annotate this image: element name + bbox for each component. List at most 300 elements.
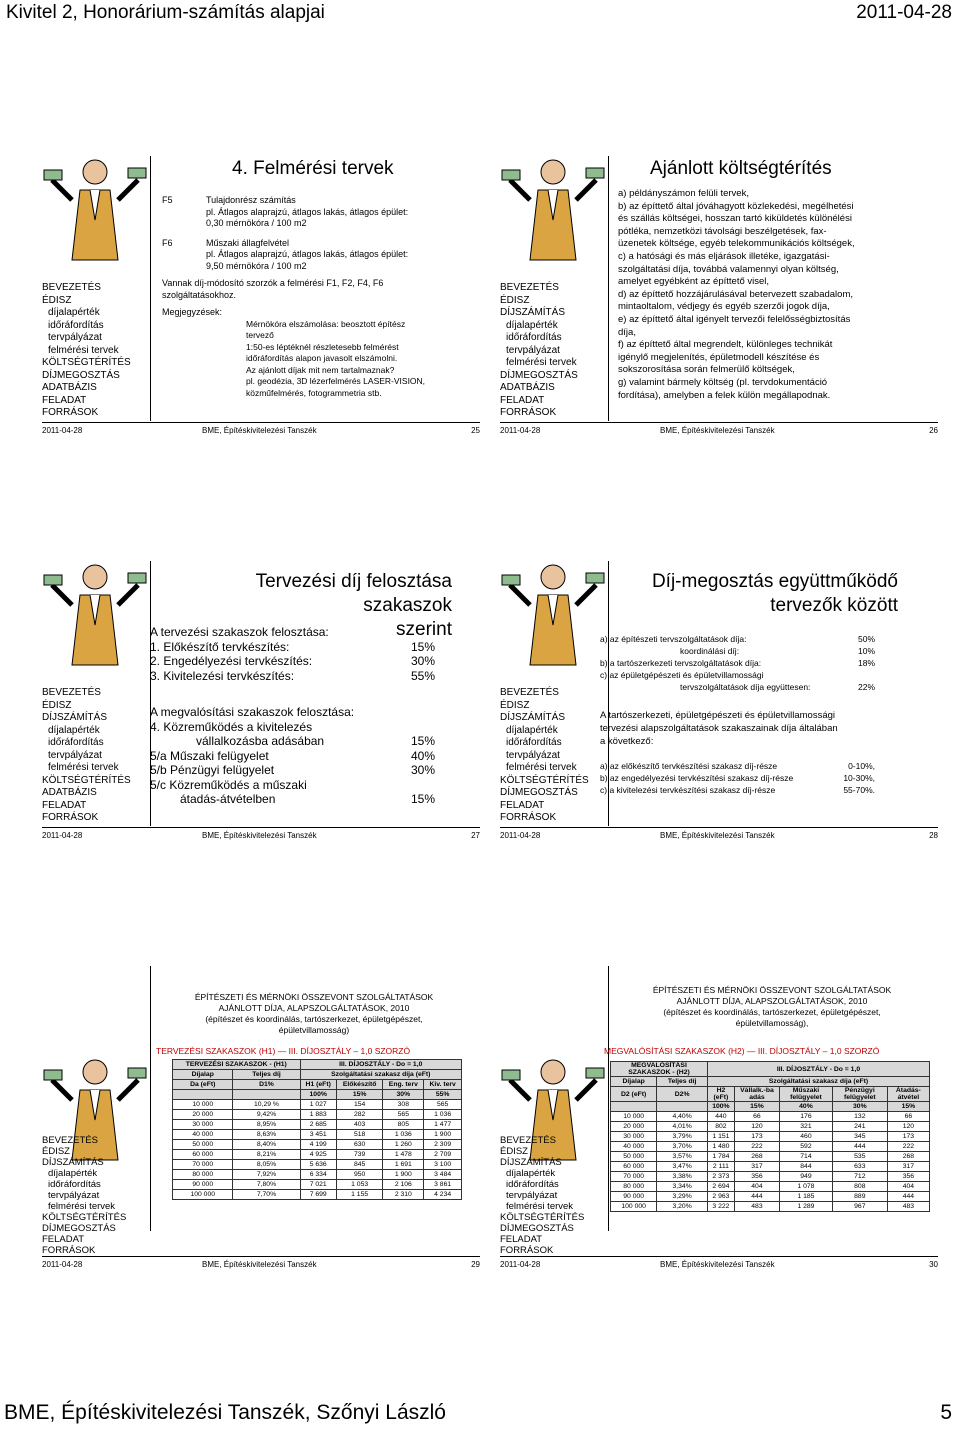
table-cell: 889 [832, 1192, 887, 1202]
table-cell [611, 1102, 657, 1112]
table-cell: 10 000 [611, 1112, 657, 1122]
table-row [173, 1170, 462, 1180]
table-cell: 8,40% [233, 1140, 300, 1150]
table-cell [173, 1090, 233, 1100]
table-cell: Kiv. terv [424, 1080, 462, 1090]
table-cell: 173 [734, 1132, 779, 1142]
table-row [611, 1142, 930, 1152]
nav-item: FELADAT [42, 1234, 85, 1245]
nav-item: felmérési tervek [48, 1201, 116, 1212]
table-row [173, 1090, 462, 1100]
text-line: pótléka, nemzetközi távolsági beszélgetések, fax- [618, 225, 827, 237]
nav-item: tervpályázat [506, 1190, 558, 1201]
table-cell: 173 [887, 1132, 929, 1142]
slide-title: Ajánlott költségtérítés [650, 158, 832, 179]
table-cell: 3 222 [707, 1202, 734, 1212]
table-cell: 1 900 [424, 1130, 462, 1140]
divider [608, 156, 609, 421]
nav-item: FELADAT [500, 394, 545, 406]
table-cell [233, 1090, 300, 1100]
nav-item: tervpályázat [48, 332, 102, 343]
table-cell: 7 021 [300, 1180, 336, 1190]
nav-item: FORRÁSOK [42, 1245, 96, 1256]
table-row [611, 1077, 930, 1087]
table-row [173, 1080, 462, 1090]
text-line: üzenetek költsége, egyéb telekommunikációs költségek, [618, 238, 855, 250]
table-cell: Szolgáltatási szakasz díja (eFt) [300, 1070, 462, 1080]
table-cell: 10,29 % [233, 1100, 300, 1110]
table-cell: Díjalap [611, 1077, 657, 1087]
table-cell: 30 000 [173, 1120, 233, 1130]
table-cell: 2 685 [300, 1120, 336, 1130]
slide-date: 2011-04-28 [42, 1260, 83, 1269]
slide-title: 4. Felmérési tervek [232, 158, 394, 179]
table-cell: 30% [383, 1090, 424, 1100]
nav-item: BEVEZETÉS [500, 687, 559, 698]
table-row [611, 1062, 930, 1077]
table-cell: Előkészítő [336, 1080, 382, 1090]
table-cell: 444 [887, 1192, 929, 1202]
nav-item: DÍJMEGOSZTÁS [500, 369, 578, 381]
table-cell: 460 [780, 1132, 833, 1142]
nav-item: ÉDISZ [42, 699, 72, 711]
businessman-with-money-icon [500, 555, 606, 675]
nav-item: BEVEZETÉS [42, 687, 101, 698]
nav-item: DÍJMEGOSZTÁS [500, 1223, 574, 1234]
header-date: 2011-04-28 [856, 2, 952, 23]
nav-item: KÖLTSÉGTÉRÍTÉS [500, 774, 589, 786]
table-cell: 4 925 [300, 1150, 336, 1160]
table-row [173, 1070, 462, 1080]
table-cell: 2 111 [707, 1162, 734, 1172]
table-cell: 282 [336, 1110, 382, 1120]
table-cell: 1 480 [707, 1142, 734, 1152]
table-cell: 739 [336, 1150, 382, 1160]
fee-table [610, 1061, 930, 1212]
table-cell: Teljes díj [233, 1070, 300, 1080]
table-cell: 1 185 [780, 1192, 833, 1202]
table-row [611, 1102, 930, 1112]
table-cell: 40 000 [173, 1130, 233, 1140]
table-cell: 4,01% [657, 1122, 708, 1132]
table-row [611, 1172, 930, 1182]
table-cell: 1 883 [300, 1110, 336, 1120]
slide-nav [42, 282, 148, 420]
nav-item: DÍJMEGOSZTÁS [42, 1223, 116, 1234]
table-cell: 1 260 [383, 1140, 424, 1150]
table-cell: 483 [887, 1202, 929, 1212]
table-cell: 6 334 [300, 1170, 336, 1180]
slide-27 [42, 555, 480, 875]
table-cell: Eng. terv [383, 1080, 424, 1090]
text-line: d) az építtető hozzájárulásával betervezett szabadalom, [618, 288, 853, 300]
slide-number: 29 [471, 1260, 480, 1269]
table-cell: 321 [780, 1122, 833, 1132]
table-cell: III. DÍJOSZTÁLY - Do = 1,0 [707, 1062, 929, 1077]
table-row [173, 1130, 462, 1140]
slide-nav [500, 282, 606, 420]
slide-body: A tervezési szakaszok felosztása: 1. Előkészítő tervkészítés: 15% 2. Engedélyezési tervkészítés: 30% 3. Kivitelezési tervkészítés: 55% A megvalósítási szakaszok felosztása: 4. Közreműködés a kivitelezés vállalkozásba adásában 15% 5/a Műszaki felügyelet 40% 5/b Pénzügyi felügyelet 30% 5/c Közreműködés a műszaki átadás-átvételben 15% [150, 625, 435, 806]
table-cell: 2 310 [383, 1190, 424, 1200]
slide-dept: BME, Építéskivitelezési Tanszék [202, 1260, 317, 1269]
fee-table [172, 1059, 462, 1200]
table-cell: 100% [300, 1090, 336, 1100]
slide-dept: BME, Építéskivitelezési Tanszék [660, 831, 775, 840]
document-header [0, 0, 960, 36]
table-cell: 100 000 [611, 1202, 657, 1212]
table-cell: 1 478 [383, 1150, 424, 1160]
table-cell: 308 [383, 1100, 424, 1110]
slide-heading: ÉPÍTÉSZETI ÉS MÉRNÖKI ÖSSZEVONT SZOLGÁLTATÁSOK AJÁNLOTT DÍJA, ALAPSZOLGÁLTATÁSOK, 2010 (építészet és koordinálás, tartószerkezet, épületgépészet, épületvillamosság), [652, 985, 892, 1028]
table-row [611, 1112, 930, 1122]
table-cell: 66 [734, 1112, 779, 1122]
nav-item: díjalapérték [506, 1168, 556, 1179]
slide-28 [500, 555, 938, 875]
slide-title: Tervezési díj felosztása szakaszok szerint [255, 571, 452, 640]
table-cell: 3 100 [424, 1160, 462, 1170]
table-cell: Szolgáltatási szakasz díja (eFt) [707, 1077, 929, 1087]
nav-item: felmérési tervek [506, 762, 577, 773]
businessman-with-money-icon [500, 150, 606, 270]
text-line: fordítása), amelyben a felek külön megállapodnak. [618, 389, 831, 401]
table-cell: 403 [336, 1120, 382, 1130]
table-cell: 3,38% [657, 1172, 708, 1182]
text-line: g) valamint bármely költség (pl. tervdokumentáció [618, 376, 828, 388]
nav-item: BEVEZETÉS [500, 1135, 556, 1146]
text-line: b) az építtető által jóváhagyott közlekedési, megélhetési [618, 200, 854, 212]
table-cell: 4,40% [657, 1112, 708, 1122]
nav-item: FELADAT [500, 1234, 543, 1245]
table-row [173, 1140, 462, 1150]
table-cell: 7,92% [233, 1170, 300, 1180]
table-cell: 154 [336, 1100, 382, 1110]
document-footer [0, 1395, 960, 1433]
divider [42, 827, 480, 828]
table-cell: 712 [832, 1172, 887, 1182]
slide-body [618, 188, 936, 402]
table-cell: 950 [336, 1170, 382, 1180]
table-cell: 565 [424, 1100, 462, 1110]
table-cell: 70 000 [173, 1160, 233, 1170]
nav-item: felmérési tervek [506, 1201, 574, 1212]
table-cell: 30 000 [611, 1132, 657, 1142]
table-cell: 222 [734, 1142, 779, 1152]
table-cell: Da (eFt) [173, 1080, 233, 1090]
table-row [173, 1120, 462, 1130]
table-row [611, 1122, 930, 1132]
nav-item: időráfordítás [48, 737, 104, 748]
nav-item: ÉDISZ [42, 294, 72, 306]
table-row [611, 1087, 930, 1102]
table-cell: 3,34% [657, 1182, 708, 1192]
table-cell: 1 053 [336, 1180, 382, 1190]
table-cell: 630 [336, 1140, 382, 1150]
table-cell: 535 [832, 1152, 887, 1162]
table-cell: 268 [887, 1152, 929, 1162]
table-cell: 9,42% [233, 1110, 300, 1120]
table-cell: Átadás-átvétel [887, 1087, 929, 1102]
table-row [173, 1160, 462, 1170]
slide-number: 26 [929, 426, 938, 435]
text-line: igénylő megjelenítés, épületmodell készítése és [618, 351, 820, 363]
table-cell: H1 (eFt) [300, 1080, 336, 1090]
slide-dept: BME, Építéskivitelezési Tanszék [660, 426, 775, 435]
nav-item: FORRÁSOK [500, 1245, 554, 1256]
table-cell: 66 [887, 1112, 929, 1122]
table-cell: 2 309 [424, 1140, 462, 1150]
nav-item: DÍJMEGOSZTÁS [42, 369, 120, 381]
table-cell [657, 1102, 708, 1112]
divider [500, 827, 938, 828]
table-cell: 8,63% [233, 1130, 300, 1140]
nav-item: díjalapérték [506, 319, 558, 331]
slide-number: 25 [471, 426, 480, 435]
table-cell: 70 000 [611, 1172, 657, 1182]
table-cell: 80 000 [173, 1170, 233, 1180]
table-caption: TERVEZÉSI SZAKASZOK (H1) — III. DÍJOSZTÁLY – 1,0 SZORZÓ [156, 1046, 411, 1056]
table-cell: 3,20% [657, 1202, 708, 1212]
nav-item: FELADAT [42, 394, 87, 406]
nav-item: DÍJSZÁMÍTÁS [500, 307, 566, 318]
table-cell: 55% [424, 1090, 462, 1100]
table-cell: 592 [780, 1142, 833, 1152]
text-line: e) az építtető által igényelt tervezői felelősségbiztosítás [618, 313, 851, 325]
nav-item: KÖLTSÉGTÉRÍTÉS [42, 774, 131, 786]
nav-item: BEVEZETÉS [500, 282, 559, 293]
nav-item: DÍJSZÁMÍTÁS [42, 712, 108, 723]
text-line: sokszorosítása során felmerülő költségek, [618, 364, 795, 376]
table-row [611, 1132, 930, 1142]
table-cell: 4 199 [300, 1140, 336, 1150]
table-cell: Vállalk.-ba adás [734, 1087, 779, 1102]
table-cell: 50 000 [611, 1152, 657, 1162]
table-cell: D2 (eFt) [611, 1087, 657, 1102]
nav-item: KÖLTSÉGTÉRÍTÉS [42, 1212, 127, 1223]
slide-title: Díj-megosztás együttműködő tervezők között [651, 571, 898, 616]
table-cell: 444 [832, 1142, 887, 1152]
table-cell: 50 000 [173, 1140, 233, 1150]
table-cell: 440 [707, 1112, 734, 1122]
table-cell: 40% [780, 1102, 833, 1112]
nav-item: időráfordítás [506, 1179, 559, 1190]
text-line: amelyet egyébként az építtető visel, [618, 276, 770, 288]
table-cell: 518 [336, 1130, 382, 1140]
table-cell: 3,29% [657, 1192, 708, 1202]
table-cell: 1 151 [707, 1132, 734, 1142]
table-cell: 404 [887, 1182, 929, 1192]
nav-item: tervpályázat [48, 1190, 100, 1201]
table-cell: Teljes díj [657, 1077, 708, 1087]
table-cell: 5 636 [300, 1160, 336, 1170]
table-cell: 100% [707, 1102, 734, 1112]
slide-date: 2011-04-28 [500, 1260, 541, 1269]
nav-item: felmérési tervek [506, 357, 577, 368]
table-cell: Díjalap [173, 1070, 233, 1080]
footer-author: BME, Építéskivitelezési Tanszék, Szőnyi László [4, 1401, 446, 1424]
table-row [173, 1110, 462, 1120]
slide-dept: BME, Építéskivitelezési Tanszék [202, 831, 317, 840]
nav-item: időráfordítás [48, 319, 104, 331]
table-row [611, 1152, 930, 1162]
table-cell: Pénzügyi felügyelet [832, 1087, 887, 1102]
nav-item: időráfordítás [48, 1179, 101, 1190]
table-cell: 120 [887, 1122, 929, 1132]
table-caption: MEGVALÓSÍTÁSI SZAKASZOK (H2) — III. DÍJOSZTÁLY – 1,0 SZORZÓ [604, 1046, 880, 1056]
table-cell: 805 [383, 1120, 424, 1130]
text-line: c) a hatósági és más eljárások illetéke, igazgatási- [618, 250, 830, 262]
table-cell: 565 [383, 1110, 424, 1120]
table-row [173, 1180, 462, 1190]
table-cell: 7,80% [233, 1180, 300, 1190]
table-cell: 845 [336, 1160, 382, 1170]
table-cell: 15% [734, 1102, 779, 1112]
table-cell: 3,79% [657, 1132, 708, 1142]
divider [42, 422, 480, 423]
table-cell: 967 [832, 1202, 887, 1212]
slide-dept: BME, Építéskivitelezési Tanszék [202, 426, 317, 435]
table-row [611, 1182, 930, 1192]
table-cell: 10 000 [173, 1100, 233, 1110]
text-line: f) az építtető által megrendelt, különleges technikát [618, 339, 833, 351]
footer-page: 5 [940, 1401, 952, 1424]
table-cell: 8,95% [233, 1120, 300, 1130]
table-cell: 241 [832, 1122, 887, 1132]
table-cell: 1 691 [383, 1160, 424, 1170]
slide-30 [500, 960, 938, 1280]
nav-item: KÖLTSÉGTÉRÍTÉS [42, 357, 131, 368]
table-cell: 345 [832, 1132, 887, 1142]
nav-item: felmérési tervek [48, 762, 119, 773]
nav-item: ADATBÁZIS [42, 382, 97, 393]
table-cell: 7,70% [233, 1190, 300, 1200]
table-cell: 2 963 [707, 1192, 734, 1202]
table-cell: 844 [780, 1162, 833, 1172]
slide-25 [42, 150, 480, 470]
table-cell: 7 699 [300, 1190, 336, 1200]
table-cell: 4 234 [424, 1190, 462, 1200]
text-line: mintaoltalom, védjegy és egyéb szerzői jogok díja, [618, 301, 830, 313]
nav-item: tervpályázat [506, 344, 560, 356]
table-cell: 40 000 [611, 1142, 657, 1152]
nav-item: DÍJMEGOSZTÁS [500, 787, 578, 798]
table-row [173, 1060, 462, 1070]
table-cell: D2% [657, 1087, 708, 1102]
table-cell: 1 477 [424, 1120, 462, 1130]
table-row [173, 1190, 462, 1200]
header-title: Kivitel 2, Honorárium-számítás alapjai [6, 2, 325, 23]
table-cell: 1 900 [383, 1170, 424, 1180]
table-cell: 8,05% [233, 1160, 300, 1170]
nav-item: DÍJSZÁMÍTÁS [500, 1157, 562, 1168]
nav-item: DÍJSZÁMÍTÁS [500, 712, 566, 723]
table-cell: H2 (eFt) [707, 1087, 734, 1102]
nav-item: ÉDISZ [500, 699, 530, 711]
table-cell: 2 373 [707, 1172, 734, 1182]
table-cell: 15% [336, 1090, 382, 1100]
nav-item: tervpályázat [506, 749, 560, 761]
slide-heading: ÉPÍTÉSZETI ÉS MÉRNÖKI ÖSSZEVONT SZOLGÁLTATÁSOK AJÁNLOTT DÍJA, ALAPSZOLGÁLTATÁSOK, 2010 (építészet és koordinálás, tartószerkezet, épületgépészet, épületvillamosság) [194, 992, 434, 1035]
divider [42, 1256, 480, 1257]
nav-item: díjalapérték [48, 1168, 98, 1179]
divider [150, 966, 151, 1231]
nav-item: felmérési tervek [48, 344, 119, 356]
slide-nav [42, 687, 148, 825]
table-cell: 60 000 [611, 1162, 657, 1172]
divider [608, 966, 609, 1231]
nav-item: tervpályázat [48, 749, 102, 761]
nav-item: BEVEZETÉS [42, 282, 101, 293]
table-cell: MEGVALÓSÍTÁSI SZAKASZOK - (H2) [611, 1062, 708, 1077]
table-cell: 222 [887, 1142, 929, 1152]
slide-date: 2011-04-28 [42, 831, 83, 840]
table-cell: 1 027 [300, 1100, 336, 1110]
nav-item: díjalapérték [506, 724, 558, 736]
table-cell: 1 289 [780, 1202, 833, 1212]
table-cell: 949 [780, 1172, 833, 1182]
table-row [173, 1100, 462, 1110]
text-line: a) példányszámon felüli tervek, [618, 188, 749, 199]
nav-item: FELADAT [500, 799, 545, 811]
table-cell: 80 000 [611, 1182, 657, 1192]
nav-item: időráfordítás [506, 332, 562, 343]
slide-29 [42, 960, 480, 1280]
slide-number: 27 [471, 831, 480, 840]
table-cell: 8,21% [233, 1150, 300, 1160]
text-line: és szállás költségei, hosszan tartó kiküldetés különélési [618, 213, 852, 225]
table-cell: 20 000 [173, 1110, 233, 1120]
table-cell: 3 451 [300, 1130, 336, 1140]
table-cell: 802 [707, 1122, 734, 1132]
table-cell: 15% [887, 1102, 929, 1112]
text-line: díja, [618, 326, 636, 338]
divider [500, 1256, 938, 1257]
slide-nav [500, 1135, 606, 1256]
table-row [611, 1192, 930, 1202]
businessman-with-money-icon [42, 555, 148, 675]
slide-26 [500, 150, 938, 470]
table-cell: 268 [734, 1152, 779, 1162]
table-cell: 100 000 [173, 1190, 233, 1200]
table-cell: 714 [780, 1152, 833, 1162]
table-cell: 132 [832, 1112, 887, 1122]
divider [500, 422, 938, 423]
nav-item: ADATBÁZIS [42, 787, 97, 798]
table-cell: Műszaki felügyelet [780, 1087, 833, 1102]
table-cell: 3,70% [657, 1142, 708, 1152]
table-cell: 2 106 [383, 1180, 424, 1190]
table-cell: 1 036 [383, 1130, 424, 1140]
nav-item: FORRÁSOK [42, 407, 99, 418]
nav-item: DÍJSZÁMÍTÁS [42, 1157, 104, 1168]
table-cell: 404 [734, 1182, 779, 1192]
table-cell: TERVEZÉSI SZAKASZOK - (H1) [173, 1060, 301, 1070]
businessman-with-money-icon [42, 150, 148, 270]
slide-date: 2011-04-28 [500, 831, 541, 840]
table-cell: 444 [734, 1192, 779, 1202]
table-cell: III. DÍJOSZTÁLY - Do = 1,0 [300, 1060, 462, 1070]
table-cell: 633 [832, 1162, 887, 1172]
table-cell: 3 484 [424, 1170, 462, 1180]
table-row [173, 1150, 462, 1160]
nav-item: FORRÁSOK [500, 812, 557, 823]
text-line: szolgáltatási díja, továbbá valamennyi olyan költség, [618, 263, 839, 275]
table-cell: 1 078 [780, 1182, 833, 1192]
table-cell: 356 [887, 1172, 929, 1182]
nav-item: ÉDISZ [500, 294, 530, 306]
table-cell: 3,57% [657, 1152, 708, 1162]
table-cell: 20 000 [611, 1122, 657, 1132]
nav-item: időráfordítás [506, 737, 562, 748]
